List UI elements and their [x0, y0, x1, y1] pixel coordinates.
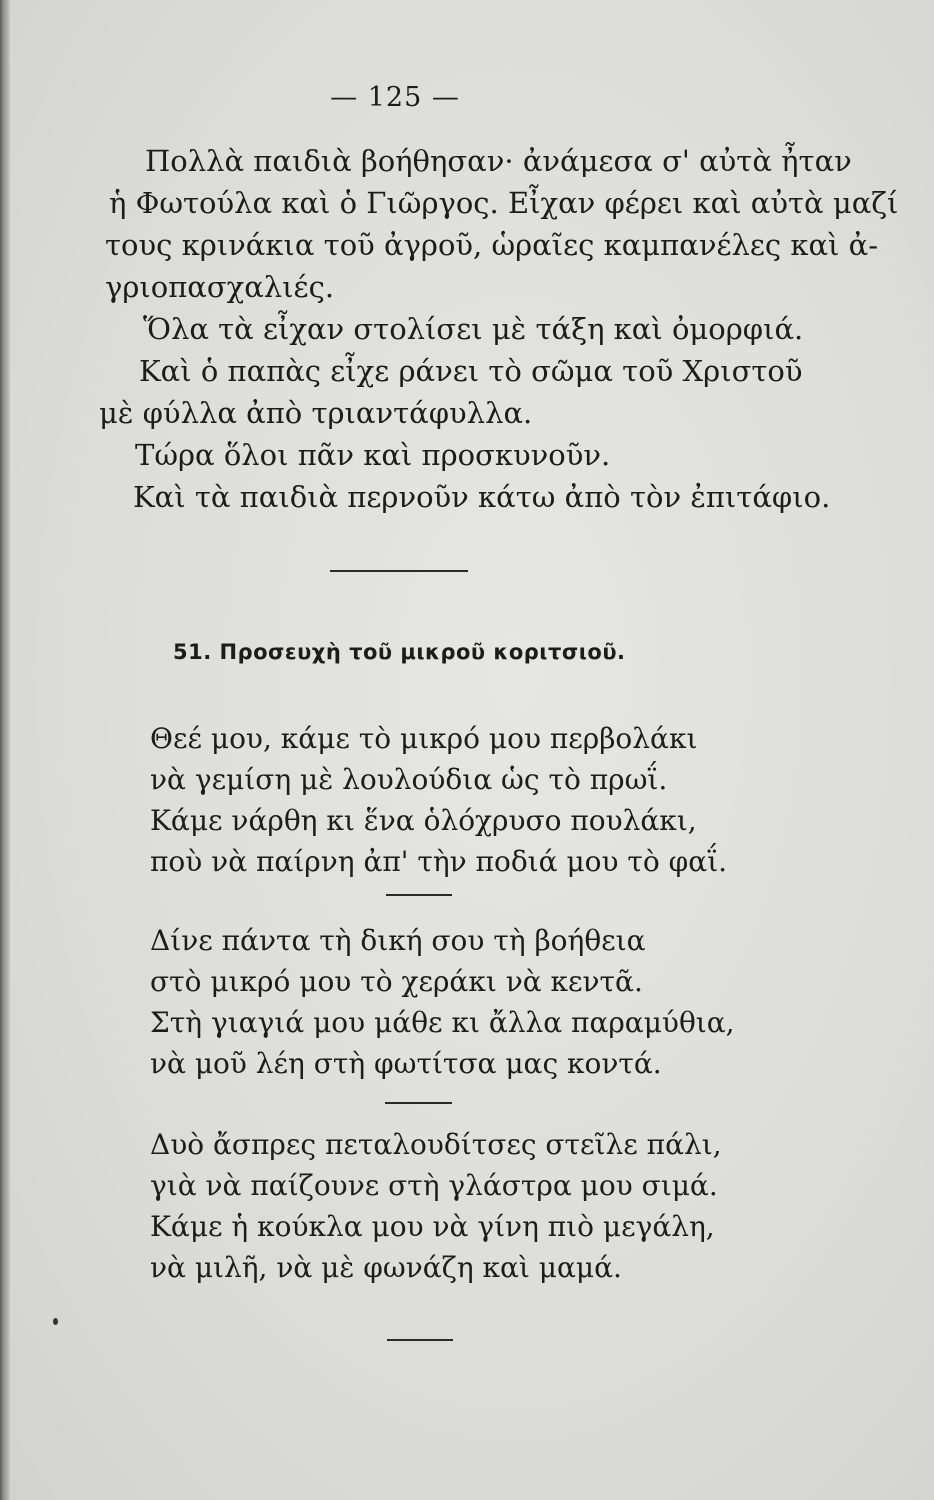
prose-block: [99, 140, 899, 518]
poem-stanza: [150, 1124, 770, 1288]
poem-line: Δυὸ ἄσπρες πεταλουδίτσες στεῖλε πάλι,: [150, 1128, 722, 1161]
poem-line: νὰ μιλῆ, νὰ μὲ φωνάζη καὶ μαμά.: [150, 1251, 622, 1284]
poem-line: ποὺ νὰ παίρνη ἀπ' τὴν ποδιά μου τὸ φαΐ.: [150, 845, 728, 878]
ink-speck: [53, 1318, 58, 1325]
stanza-divider: [386, 894, 452, 896]
poem-stanza: [150, 920, 770, 1084]
section-divider: [330, 570, 468, 572]
prose-line: Καὶ ὁ παπὰς εἶχε ράνει τὸ σῶμα τοῦ Χριστοῦ: [139, 354, 803, 388]
section-heading: 51. Προσευχὴ τοῦ μικροῦ κοριτσιοῦ.: [173, 640, 626, 664]
prose-line: γριοπασχαλιές.: [105, 270, 335, 304]
poem-line: γιὰ νὰ παίζουνε στὴ γλάστρα μου σιμά.: [150, 1169, 718, 1202]
prose-line: Τώρα ὅλοι πᾶν καὶ προσκυνοῦν.: [135, 438, 611, 472]
poem-line: Θεέ μου, κάμε τὸ μικρό μου περβολάκι: [150, 722, 698, 755]
poem-line: Κάμε ἡ κούκλα μου νὰ γίνη πιὸ μεγάλη,: [150, 1210, 715, 1243]
prose-line: Ὅλα τὰ εἶχαν στολίσει μὲ τάξη καὶ ὀμορφιά.: [143, 312, 804, 346]
poem-stanza: [150, 718, 770, 882]
prose-line: μὲ φύλλα ἀπὸ τριαντάφυλλα.: [99, 396, 533, 430]
prose-line: Πολλὰ παιδιὰ βοήθησαν· ἀνάμεσα σ' αὐτὰ ἦταν: [145, 144, 852, 178]
poem-line: νὰ μοῦ λέη στὴ φωτίτσα μας κοντά.: [150, 1047, 662, 1080]
page-number: — 125 —: [330, 82, 460, 113]
poem-line: Κάμε νάρθη κι ἕνα ὁλόχρυσο πουλάκι,: [150, 804, 697, 837]
poem-line: στὸ μικρό μου τὸ χεράκι νὰ κεντᾶ.: [150, 965, 643, 998]
page-binding-edge: [0, 0, 10, 1500]
end-divider: [387, 1339, 453, 1341]
prose-line: Καὶ τὰ παιδιὰ περνοῦν κάτω ἀπὸ τὸν ἐπιτάφιο.: [133, 480, 831, 514]
poem-line: Στὴ γιαγιά μου μάθε κι ἄλλα παραμύθια,: [150, 1006, 735, 1039]
stanza-divider: [385, 1102, 452, 1104]
prose-line: τους κρινάκια τοῦ ἀγροῦ, ὡραῖες καμπανέλες καὶ ἀ-: [105, 228, 879, 262]
poem-line: νὰ γεμίση μὲ λουλούδια ὡς τὸ πρωΐ.: [150, 763, 668, 796]
prose-line: ἡ Φωτούλα καὶ ὁ Γιῶργος. Εἶχαν φέρει καὶ αὐτὰ μαζί: [109, 186, 899, 220]
poem-line: Δίνε πάντα τὴ δική σου τὴ βοήθεια: [150, 924, 646, 957]
